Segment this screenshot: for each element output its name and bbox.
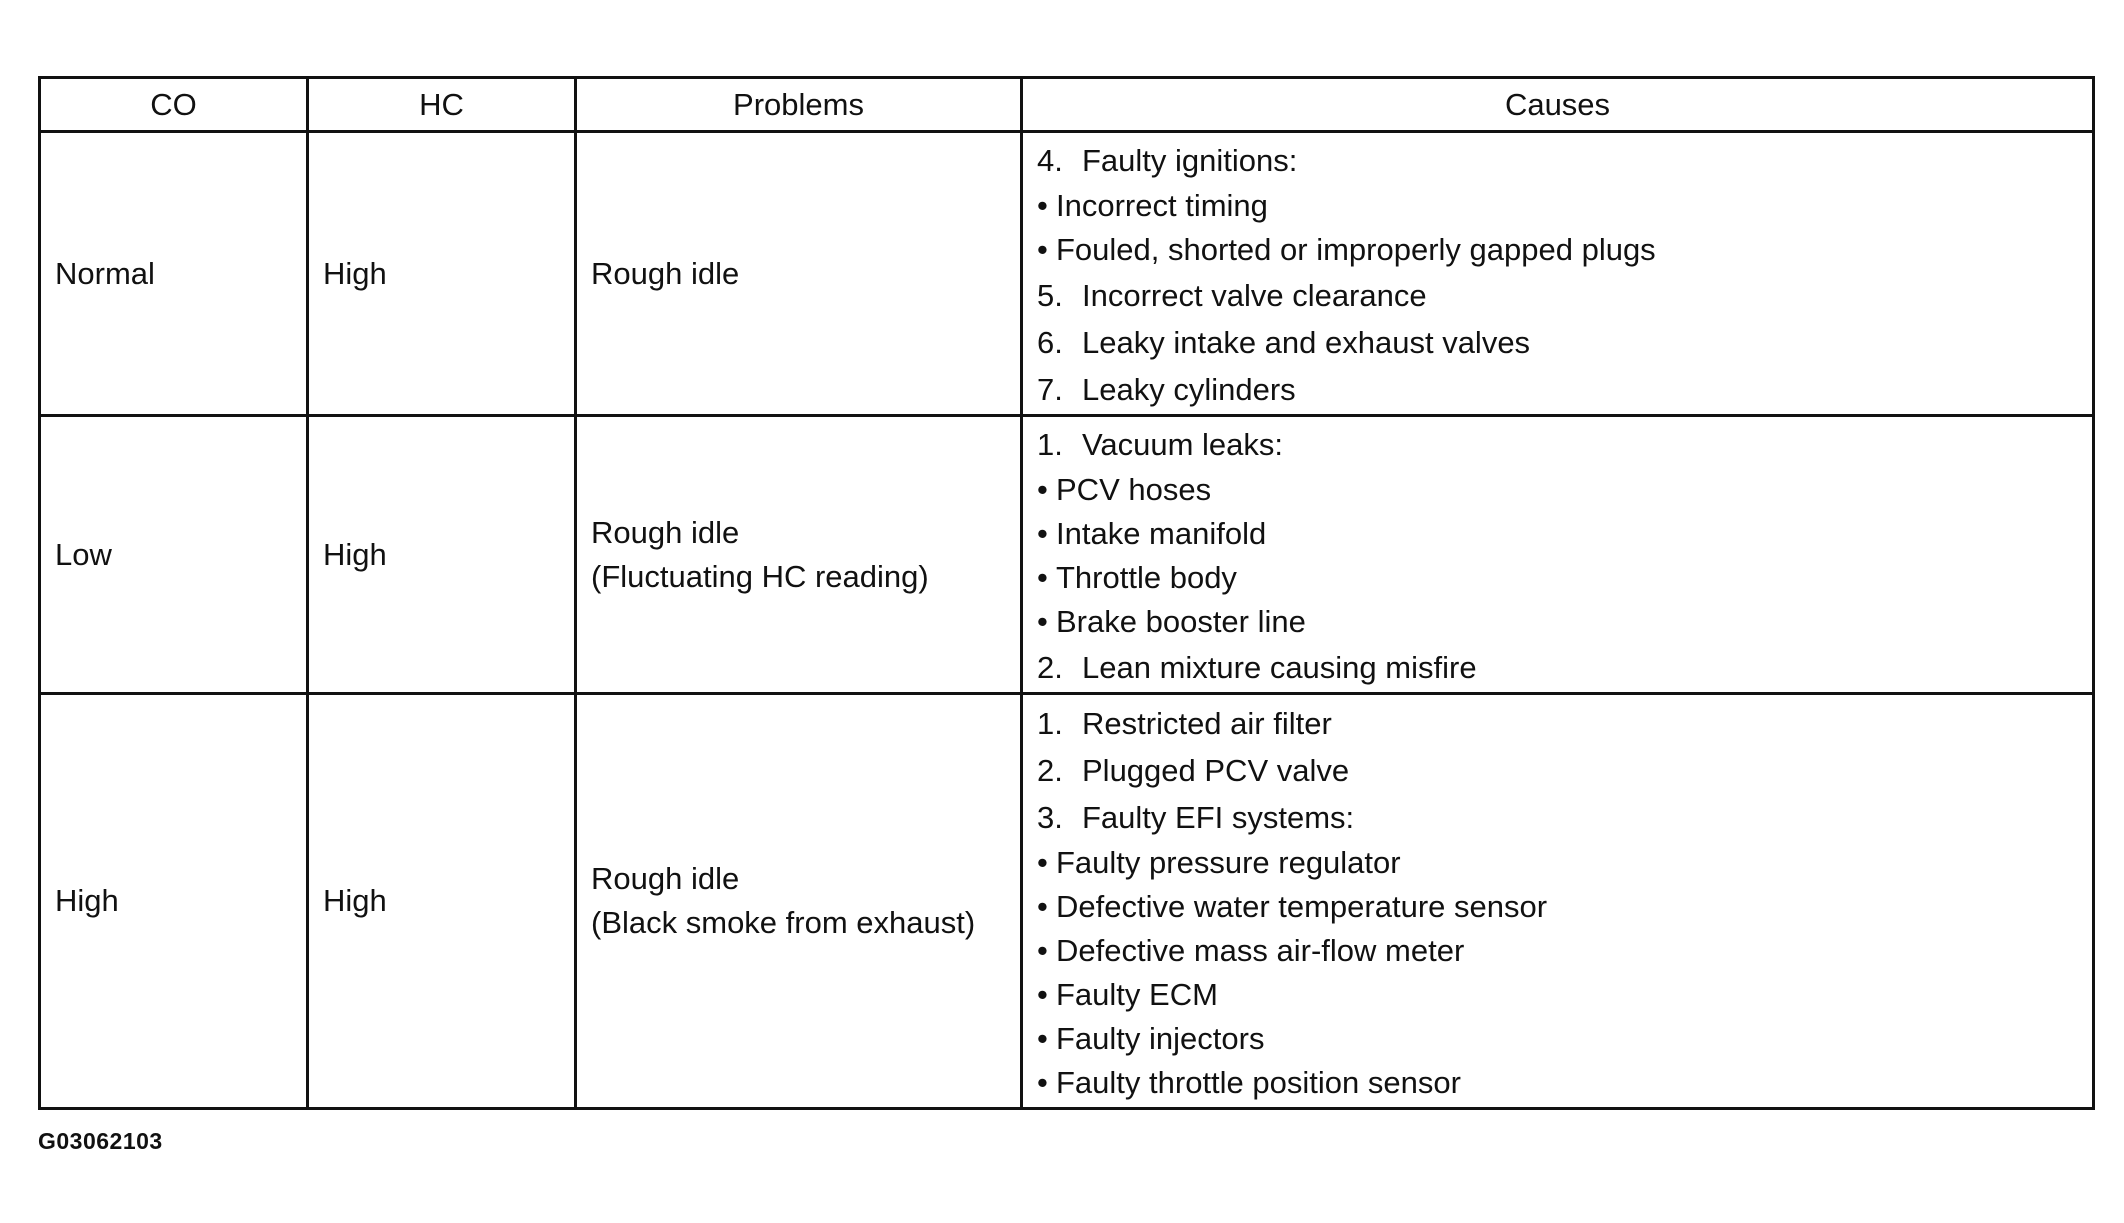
problems-cell xyxy=(576,416,1022,694)
header-problems: Problems xyxy=(576,78,1022,132)
problem-line: (Black smoke from exhaust) xyxy=(591,905,976,940)
cause-text: Throttle body xyxy=(1056,559,1237,595)
cause-text: Faulty EFI systems: xyxy=(1082,799,1355,835)
header-co: CO xyxy=(40,78,308,132)
bullet-icon: • xyxy=(1037,187,1048,223)
header-hc: HC xyxy=(308,78,576,132)
problem-line: Rough idle xyxy=(591,861,740,896)
cause-numbered-item xyxy=(1037,366,2092,413)
figure-id: G03062103 xyxy=(38,1128,163,1154)
cause-number: 5. xyxy=(1037,277,1063,313)
cause-bullet-item xyxy=(1037,184,2092,228)
co-cell: Normal xyxy=(40,132,308,416)
co-cell: High xyxy=(40,694,308,1109)
hc-cell: High xyxy=(308,694,576,1109)
cause-text: Faulty throttle position sensor xyxy=(1056,1064,1461,1100)
cause-text: Brake booster line xyxy=(1056,603,1306,639)
cause-numbered-item xyxy=(1037,319,2092,366)
problem-line: Rough idle xyxy=(591,514,740,550)
cause-list xyxy=(1037,137,2092,413)
cause-text: Defective water temperature sensor xyxy=(1056,888,1548,924)
cause-text: Lean mixture causing misfire xyxy=(1082,649,1477,685)
causes-cell xyxy=(1022,694,2094,1109)
cause-numbered-item xyxy=(1037,747,2092,794)
cause-text: Incorrect timing xyxy=(1056,187,1268,223)
cause-number: 3. xyxy=(1037,799,1063,835)
cause-bullet-item xyxy=(1037,600,2092,644)
cause-text: Leaky cylinders xyxy=(1082,371,1296,407)
cause-text: Intake manifold xyxy=(1056,515,1267,551)
co-cell: Low xyxy=(40,416,308,694)
cause-text: Restricted air filter xyxy=(1082,705,1332,741)
cause-numbered-item xyxy=(1037,644,2092,691)
table-row xyxy=(40,132,2094,416)
cause-text: PCV hoses xyxy=(1056,471,1212,507)
problems-cell xyxy=(576,132,1022,416)
cause-bullet-item xyxy=(1037,228,2092,272)
bullet-icon: • xyxy=(1037,844,1048,880)
cause-numbered-item xyxy=(1037,794,2092,841)
bullet-icon: • xyxy=(1037,1064,1048,1100)
bullet-icon: • xyxy=(1037,888,1048,924)
cause-bullet-item xyxy=(1037,885,2092,929)
cause-list xyxy=(1037,700,2092,1105)
cause-number: 6. xyxy=(1037,324,1063,360)
cause-text: Faulty injectors xyxy=(1056,1020,1265,1056)
cause-list xyxy=(1037,421,2092,691)
bullet-icon: • xyxy=(1037,559,1048,595)
table-row xyxy=(40,694,2094,1109)
cause-numbered-item xyxy=(1037,700,2092,747)
cause-bullet-item xyxy=(1037,973,2092,1017)
cause-text: Leaky intake and exhaust valves xyxy=(1082,324,1531,360)
cause-text: Faulty pressure regulator xyxy=(1056,844,1401,880)
causes-cell xyxy=(1022,132,2094,416)
bullet-icon: • xyxy=(1037,231,1048,267)
table-header-row xyxy=(40,78,2094,132)
cause-bullet-item xyxy=(1037,1061,2092,1105)
cause-number: 1. xyxy=(1037,426,1063,462)
cause-text: Plugged PCV valve xyxy=(1082,752,1350,788)
diagnosis-table xyxy=(38,76,2095,1110)
cause-bullet-item xyxy=(1037,841,2092,885)
cause-number: 2. xyxy=(1037,649,1063,685)
cause-bullet-item xyxy=(1037,512,2092,556)
cause-number: 2. xyxy=(1037,752,1063,788)
cause-text: Incorrect valve clearance xyxy=(1082,277,1427,313)
cause-bullet-item xyxy=(1037,1017,2092,1061)
bullet-icon: • xyxy=(1037,471,1048,507)
cause-number: 1. xyxy=(1037,705,1063,741)
cause-text: Vacuum leaks: xyxy=(1082,426,1284,462)
cause-number: 4. xyxy=(1037,142,1063,178)
cause-text: Defective mass air-flow meter xyxy=(1056,932,1465,968)
cause-text: Faulty ignitions: xyxy=(1082,142,1298,178)
bullet-icon: • xyxy=(1037,1020,1048,1056)
cause-numbered-item xyxy=(1037,137,2092,184)
problem-line: Rough idle xyxy=(591,255,740,291)
cause-numbered-item xyxy=(1037,421,2092,468)
causes-cell xyxy=(1022,416,2094,694)
bullet-icon: • xyxy=(1037,976,1048,1012)
hc-cell: High xyxy=(308,132,576,416)
table-row xyxy=(40,416,2094,694)
problem-line: (Fluctuating HC reading) xyxy=(591,558,929,594)
bullet-icon: • xyxy=(1037,932,1048,968)
problems-cell xyxy=(576,694,1022,1109)
header-causes: Causes xyxy=(1022,78,2094,132)
bullet-icon: • xyxy=(1037,603,1048,639)
hc-cell: High xyxy=(308,416,576,694)
cause-bullet-item xyxy=(1037,929,2092,973)
cause-bullet-item xyxy=(1037,556,2092,600)
bullet-icon: • xyxy=(1037,515,1048,551)
cause-numbered-item xyxy=(1037,272,2092,319)
cause-bullet-item xyxy=(1037,468,2092,512)
cause-text: Fouled, shorted or improperly gapped plugs xyxy=(1056,231,1656,267)
cause-text: Faulty ECM xyxy=(1056,976,1218,1012)
cause-number: 7. xyxy=(1037,371,1063,407)
